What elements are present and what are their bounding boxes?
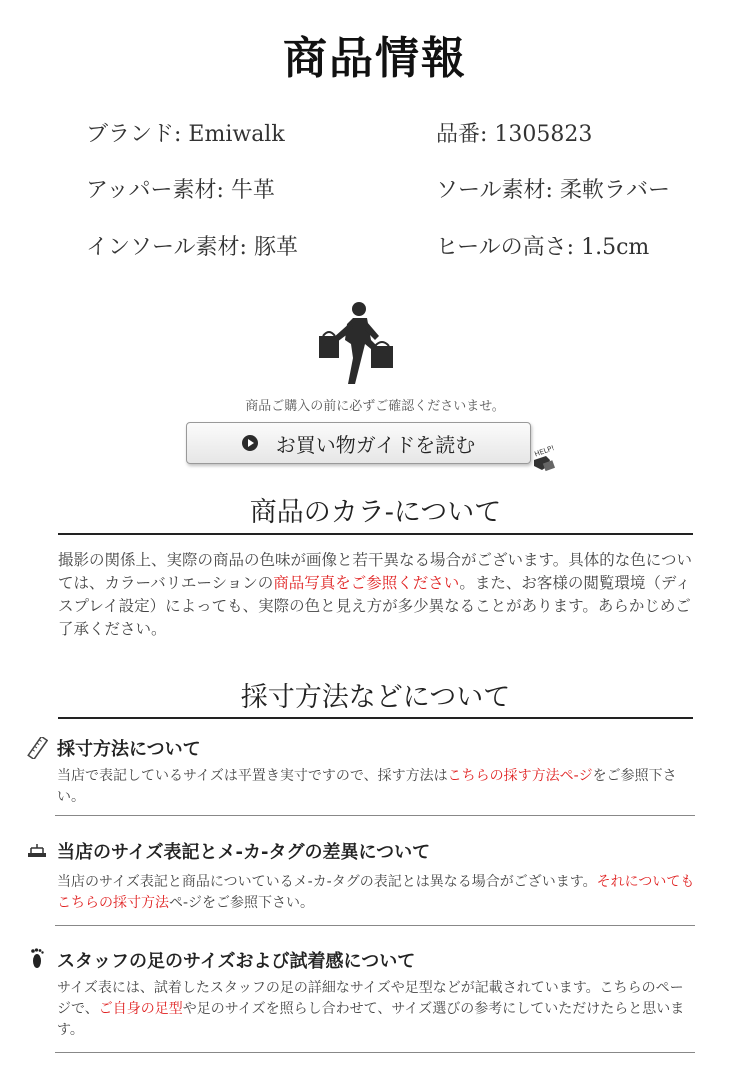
staff-fit-title: スタッフの足のサイズおよび試着感について [57, 951, 416, 972]
spec-brand: ブランド: Emiwalk [86, 122, 285, 147]
measure-section-divider [58, 717, 693, 719]
svg-text:HELP!: HELP! [533, 443, 556, 459]
guide-note: 商品ご購入の前に必ずご確認くださいませ。 [245, 399, 505, 414]
size-diff-text: 当店のサイズ表記と商品についているメ-カ-タグの表記とは異なる場合がございます。それについてもこちらの採寸方法ペ-ジをご参照下さい。 [57, 874, 695, 911]
spec-item-number: 品番: 1305823 [436, 122, 593, 147]
shopping-guide-label: お買い物ガイドを読む [275, 432, 476, 457]
spec-upper-material: アッパー素材: 牛革 [86, 178, 275, 203]
staff-fit-text: サイズ表には、試着したスタッフの足の詳細なサイズや足型などが記載されています。こちらのページで、ご自身の足型や足のサイズを照らし合わせて、サイズ選びの参考にしていただけたらと思います。 [57, 980, 685, 1038]
shopping-person-icon [315, 300, 405, 385]
shopping-guide-button[interactable] [186, 422, 531, 464]
item-divider [55, 815, 695, 816]
item-divider [55, 925, 695, 926]
product-photo-link[interactable]: 商品写真をご参照ください [273, 574, 460, 592]
help-pointer-icon [528, 440, 568, 478]
measure-section-heading: 採寸方法などについて [240, 682, 511, 713]
ruler-icon [26, 737, 48, 759]
color-section-heading: 商品のカラ-について [249, 497, 502, 528]
play-icon [242, 435, 258, 451]
measure-method-link[interactable]: こちらの採す方法ペ-ジ [447, 768, 593, 784]
page-title: 商品情報 [283, 33, 467, 84]
size-diff-title: 当店のサイズ表記とメ-カ-タグの差異について [57, 842, 431, 863]
foot-shape-link[interactable]: ご自身の足型 [98, 1001, 183, 1017]
item-divider [55, 1052, 695, 1053]
spec-insole-material: インソール素材: 豚革 [86, 235, 298, 260]
size-diff-link[interactable]: それについてもこちらの採寸方法 [57, 874, 695, 911]
footprint-icon [27, 947, 49, 969]
spec-sole-material: ソール素材: 柔軟ラバー [436, 178, 670, 203]
color-section-text: 撮影の関係上、実際の商品の色味が画像と若干異なる場合がございます。具体的な色については、カラーバリエーションの商品写真をご参照ください。また、お客様の閲覧環境（ディスプレイ設定）によっても、実際の色と見え方が多少異なることがあります。あらかじめご了承ください。 [58, 551, 692, 638]
spec-heel-height: ヒールの高さ: 1.5cm [436, 235, 650, 260]
measure-method-text: 当店で表記しているサイズは平置き実寸ですので、採す方法はこちらの採す方法ペ-ジをご参照下さい。 [57, 768, 677, 805]
measure-method-title: 採寸方法について [57, 739, 201, 760]
color-section-divider [58, 533, 693, 535]
scale-icon [26, 839, 48, 861]
